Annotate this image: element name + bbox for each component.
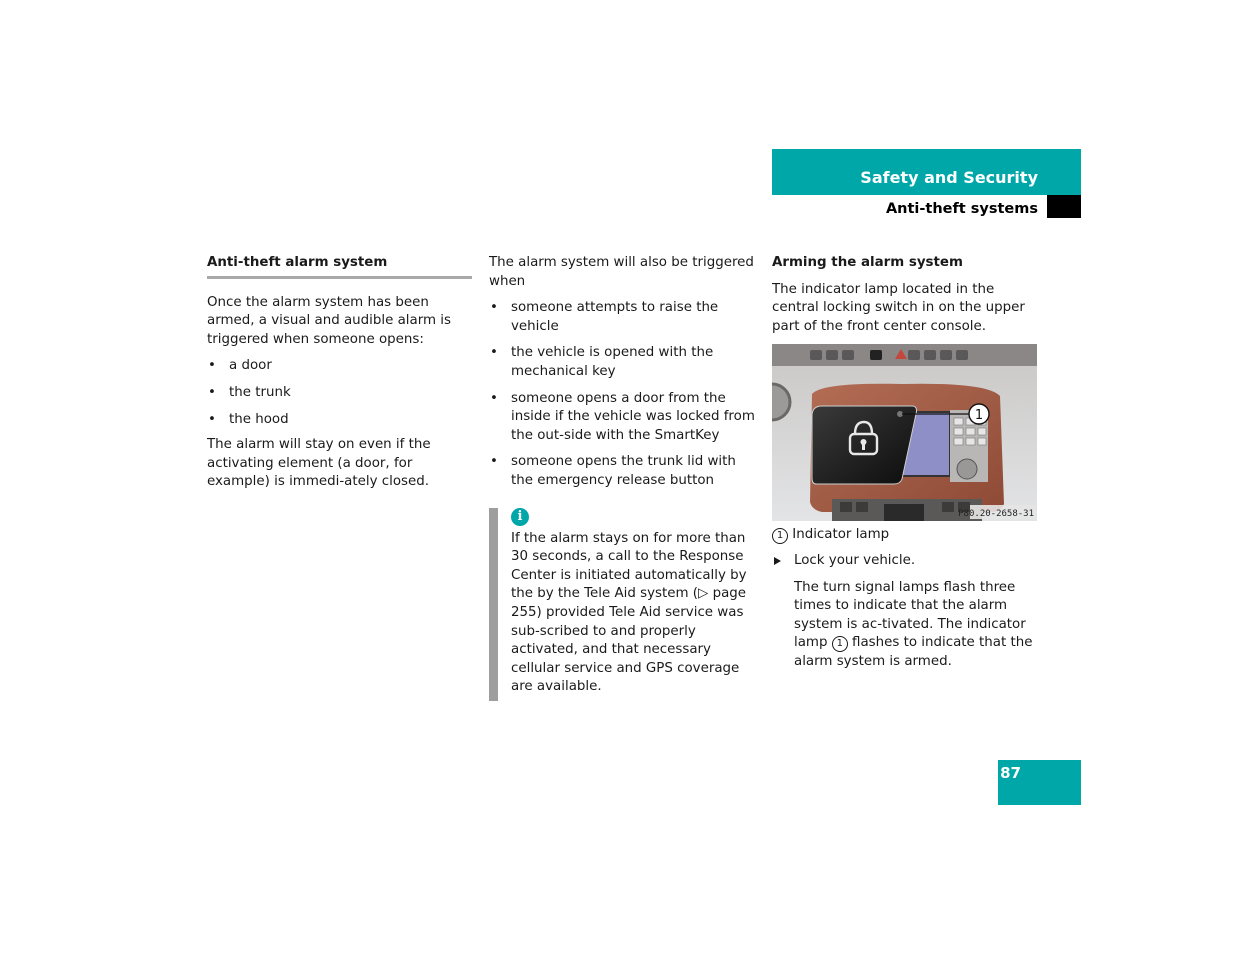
legend-text: Indicator lamp [792, 527, 890, 543]
result-paragraph [772, 579, 1042, 672]
figure-callout: 1 [974, 408, 984, 424]
list-item: • someone attempts to raise the vehicle [489, 299, 757, 336]
trigger-list [207, 357, 472, 429]
paragraph: The alarm system will also be triggered when [489, 255, 754, 289]
subsection-title: Anti-theft systems [885, 201, 1038, 217]
list-item: • the hood [207, 411, 472, 430]
heading-rule [207, 276, 472, 279]
page-number: 87 [1000, 764, 1021, 782]
heading-anti-theft-alarm: Anti-theft alarm system [207, 255, 388, 270]
heading-arming-alarm: Arming the alarm system [772, 255, 963, 270]
paragraph: The alarm will stay on even if the activating element (a door, for example) is immedi-ately closed. [207, 437, 431, 490]
note-text: If the alarm stays on for more than 30 seconds, a call to the Response Center is initiated automatically by the by the Tele Aid system (▷ page 255) provided Tele Aid service was sub-scribed to and properly activated, and that necessary cellular service and GPS coverage are available. [511, 530, 747, 695]
trigger-list [489, 299, 757, 490]
list-item: • the trunk [207, 384, 472, 403]
legend-number: 1 [772, 528, 788, 544]
result-number: 1 [832, 636, 848, 652]
paragraph: Once the alarm system has been armed, a visual and audible alarm is triggered when someone opens: [207, 294, 451, 347]
column-left [207, 254, 472, 492]
instruction-step: Lock your vehicle. [772, 552, 1042, 571]
list-item: • someone opens the trunk lid with the emergency release button [489, 453, 757, 490]
result-text: The turn signal lamps flash three times to indicate that the alarm system is ac-tivated. The indicator lamp [794, 579, 1026, 651]
list-item: • the vehicle is opened with the mechanical key [489, 344, 757, 381]
section-title: Safety and Security [860, 168, 1038, 187]
figure-code: P80.20-2658-31 [958, 509, 1034, 520]
column-right [772, 254, 1042, 672]
info-note [489, 508, 757, 701]
console-illustration [772, 344, 1037, 521]
list-item: • someone opens a door from the inside if the vehicle was locked from the out-side with the SmartKey [489, 390, 757, 446]
thumb-tab [1047, 195, 1081, 218]
figure-legend [772, 526, 1042, 545]
info-bar [489, 508, 498, 701]
console-figure [772, 344, 1037, 521]
list-item: • a door [207, 357, 472, 376]
paragraph: The indicator lamp located in the central locking switch in on the upper part of the front center console. [772, 281, 1025, 334]
info-icon: i [511, 508, 529, 526]
result-text: flashes to indicate that the alarm system is armed. [794, 635, 1033, 669]
column-middle [489, 254, 757, 701]
